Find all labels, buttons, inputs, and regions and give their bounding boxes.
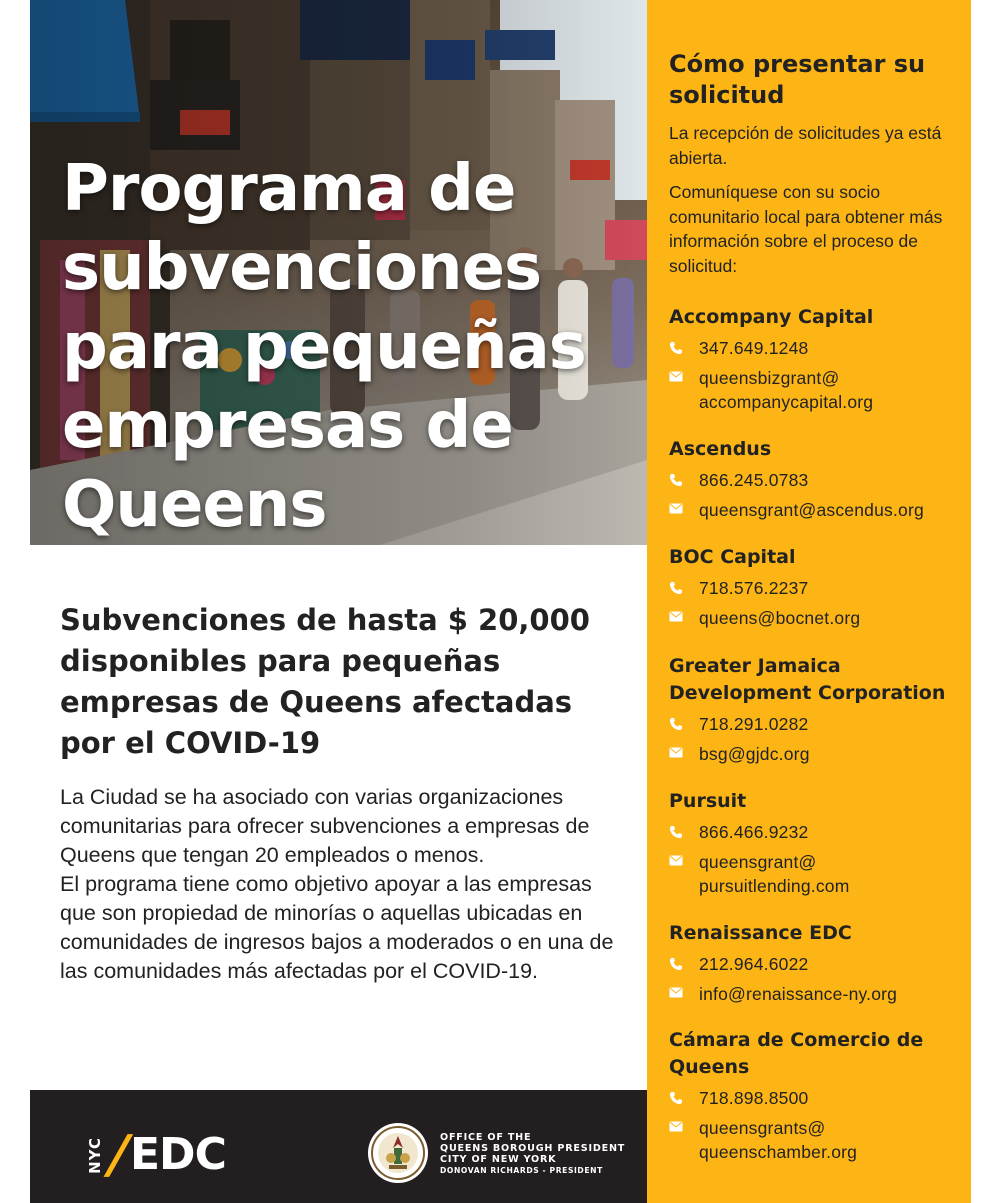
contact-accompany-capital [669, 304, 964, 415]
email-icon [669, 606, 699, 622]
edc-logo-text: EDC [130, 1129, 226, 1180]
phone-icon [669, 336, 699, 355]
nycedc-logo [86, 1125, 226, 1185]
email-icon [669, 850, 699, 866]
contact-email[interactable]: queensgrant@ascendus.org [699, 499, 924, 520]
contact-email[interactable]: bsg@gjdc.org [699, 743, 810, 764]
sidebar-intro-text: La recepción de solicitudes ya está abierta. [669, 123, 942, 168]
contact-email[interactable]: info@renaissance-ny.org [699, 983, 898, 1004]
contact-name: Pursuit [669, 790, 747, 812]
body-paragraph: El programa tiene como objetivo apoyar a las empresas que son propiedad de minorías o aquellas ubicadas en comunidades de ingresos bajos a moderados o en una de las comunidades más afectadas por el COVID-19. [60, 872, 614, 983]
phone-icon [669, 468, 699, 487]
contact-email[interactable]: queensgrant@ pursuitlending.com [699, 851, 850, 896]
email-icon [669, 366, 699, 382]
hero-photo [30, 0, 647, 545]
contact-phone[interactable]: 718.291.0282 [699, 714, 809, 734]
footer [30, 1090, 647, 1203]
contact-email[interactable]: queens@bocnet.org [699, 607, 861, 628]
contact-name: Greater Jamaica Development Corporation [669, 655, 946, 704]
email-icon [669, 498, 699, 514]
contact-renaissance-edc [669, 920, 964, 1006]
contact-email[interactable]: queensbizgrant@ accompanycapital.org [699, 367, 874, 412]
page-title: Programa de subvenciones para pequeñas empresas de Queens [62, 152, 586, 542]
contact-boc-capital [669, 544, 964, 630]
phone-icon [669, 712, 699, 731]
body-text [60, 783, 630, 986]
contact-phone[interactable]: 866.245.0783 [699, 470, 809, 490]
contact-pursuit [669, 788, 964, 899]
logo-slash: / [101, 1125, 136, 1185]
email-icon [669, 982, 699, 998]
office-line: OFFICE OF THE [440, 1132, 532, 1143]
contact-phone[interactable]: 718.898.8500 [699, 1088, 809, 1108]
contact-phone[interactable]: 718.576.2237 [699, 578, 809, 598]
subheadline: Subvenciones de hasta $ 20,000 disponibles para pequeñas empresas de Queens afectadas por el COVID-19 [60, 603, 590, 760]
borough-president-office [440, 1132, 640, 1176]
sidebar-intro [669, 121, 959, 278]
contact-camara-de-comercio [669, 1027, 964, 1165]
contact-name: Ascendus [669, 438, 772, 460]
office-line: QUEENS BOROUGH PRESIDENT [440, 1143, 626, 1154]
phone-icon [669, 820, 699, 839]
contact-phone[interactable]: 347.649.1248 [699, 338, 809, 358]
contact-greater-jamaica [669, 653, 964, 766]
contact-name: BOC Capital [669, 546, 796, 568]
contact-ascendus [669, 436, 964, 522]
email-icon [669, 1116, 699, 1132]
office-line: DONOVAN RICHARDS - PRESIDENT [440, 1166, 603, 1175]
email-icon [669, 742, 699, 758]
phone-icon [669, 576, 699, 595]
contact-name: Cámara de Comercio de Queens [669, 1029, 924, 1078]
phone-icon [669, 952, 699, 971]
contact-phone[interactable]: 866.466.9232 [699, 822, 809, 842]
body-paragraph: La Ciudad se ha asociado con varias organizaciones comunitarias para ofrecer subvenciones a empresas de Queens que tengan 20 empleados o menos. [60, 785, 590, 867]
contact-email[interactable]: queensgrants@ queenschamber.org [699, 1117, 858, 1162]
page-margin [971, 0, 1000, 1203]
office-line: CITY OF NEW YORK [440, 1154, 557, 1165]
borough-seal-icon [367, 1122, 429, 1184]
contact-name: Accompany Capital [669, 306, 874, 328]
sidebar-intro-text: Comuníquese con su socio comunitario local para obtener más información sobre el proceso de solicitud: [669, 182, 943, 276]
phone-icon [669, 1086, 699, 1105]
contact-phone[interactable]: 212.964.6022 [699, 954, 809, 974]
sidebar-title: Cómo presentar su solicitud [669, 50, 926, 109]
sidebar [647, 0, 971, 1203]
contact-name: Renaissance EDC [669, 922, 852, 944]
nyc-logo-text: NYC [86, 1136, 104, 1174]
